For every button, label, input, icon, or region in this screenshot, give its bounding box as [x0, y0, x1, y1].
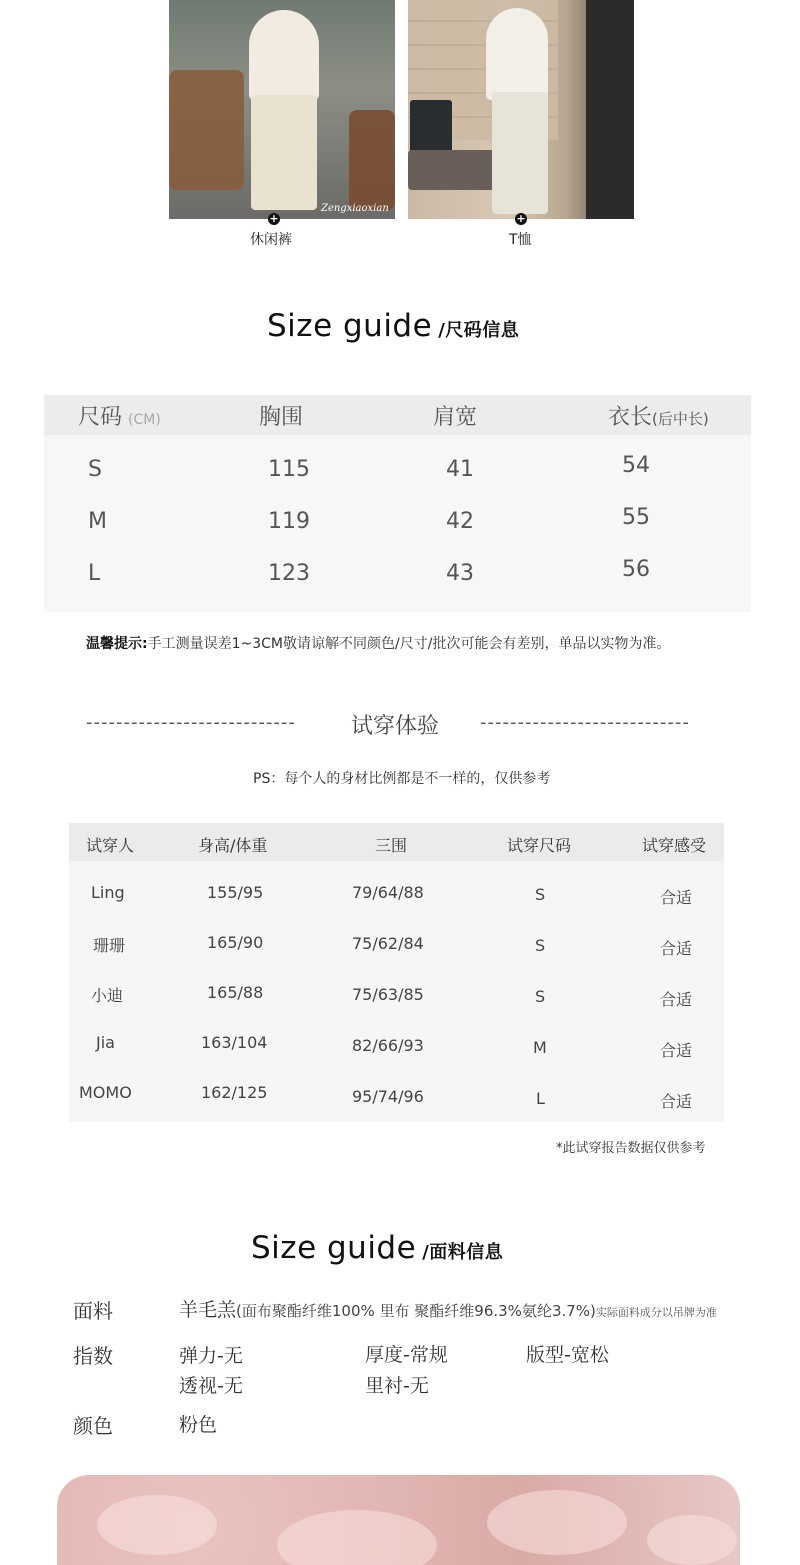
measurements: 75/63/85 [352, 985, 424, 1004]
cafe-chair-right [349, 110, 395, 210]
height-weight: 162/125 [201, 1083, 268, 1102]
header-size [78, 400, 161, 431]
chest-cell: 115 [268, 457, 310, 482]
index-label: 指数 [73, 1344, 113, 1368]
tester-name: MOMO [79, 1083, 132, 1102]
chest-cell: 123 [268, 561, 310, 586]
fur-texture [487, 1490, 627, 1555]
watermark: Zengxiaoxian [321, 203, 389, 214]
fur-texture [647, 1515, 737, 1565]
tester-name: Ling [91, 883, 125, 902]
outfit-photo-pants[interactable] [169, 0, 395, 219]
length-cell: 54 [622, 453, 650, 478]
shoulder-cell: 43 [446, 561, 474, 586]
index-fit: 版型-宽松 [526, 1344, 609, 1366]
outfit-photo-tshirt[interactable] [408, 0, 634, 219]
model-pants [251, 95, 317, 210]
fabric-subtitle: /面料信息 [422, 1242, 504, 1263]
shoulder-cell: 41 [446, 457, 474, 482]
fur-texture [277, 1510, 437, 1565]
material-label: 面料 [73, 1299, 113, 1323]
measurements: 79/64/88 [352, 883, 424, 902]
fur-texture [97, 1495, 217, 1555]
color-value: 粉色 [179, 1414, 218, 1436]
size-cell: M [88, 509, 107, 534]
material-value [179, 1295, 717, 1322]
fitting-ps: PS：每个人的身材比例都是不一样的，仅供参考 [253, 771, 551, 787]
length-cell: 55 [622, 505, 650, 530]
fabric-title-text: Size guide [251, 1230, 417, 1266]
divider-right: ---------------------------- [480, 712, 690, 733]
plus-icon[interactable]: + [269, 212, 279, 225]
plus-icon[interactable]: + [516, 212, 526, 225]
tester-name: 小迪 [91, 986, 124, 1005]
try-size: S [535, 885, 546, 904]
measurement-note [86, 633, 670, 653]
header-length [608, 400, 709, 431]
measurements: 95/74/96 [352, 1087, 424, 1106]
index-elasticity: 弹力-无 [179, 1345, 243, 1367]
feeling: 合适 [660, 939, 693, 958]
tester-name: Jia [96, 1033, 115, 1052]
material-detail: (面布聚酯纤维100% 里布 聚酯纤维96.3%氨纶3.7%) [236, 1302, 596, 1320]
feeling: 合适 [660, 1041, 693, 1060]
header-unit: (CM) [128, 412, 161, 428]
shoulder-cell: 42 [446, 509, 474, 534]
height-weight: 165/90 [207, 933, 264, 952]
model-figure [486, 8, 548, 100]
measurements: 82/66/93 [352, 1036, 424, 1055]
size-guide-title-text: Size guide [267, 308, 433, 344]
height-weight: 163/104 [201, 1033, 268, 1052]
model-figure [249, 10, 319, 100]
feeling: 合适 [660, 888, 693, 907]
try-size: S [535, 936, 546, 955]
size-cell: S [88, 457, 102, 482]
material-name: 羊毛羔 [179, 1299, 237, 1321]
feeling: 合适 [660, 1092, 693, 1111]
model-pants [492, 92, 548, 214]
try-size: M [533, 1038, 547, 1057]
measurements: 75/62/84 [352, 934, 424, 953]
header-length-label: 衣长 [608, 405, 653, 430]
color-label: 颜色 [73, 1414, 113, 1438]
outfit-caption: 休闲裤 [250, 232, 292, 248]
header-size-label: 尺码 [78, 405, 123, 430]
header-tester: 试穿人 [86, 836, 135, 855]
fabric-title [251, 1230, 503, 1266]
note-label: 温馨提示: [86, 636, 148, 652]
feeling: 合适 [660, 990, 693, 1009]
size-guide-title [267, 308, 519, 344]
fabric-swatch-image [57, 1475, 740, 1565]
header-length-note: (后中长) [652, 410, 709, 428]
fitting-table [69, 823, 724, 1122]
index-lining: 里衬-无 [365, 1375, 429, 1397]
fitting-title: 试穿体验 [351, 714, 440, 739]
try-size: S [535, 987, 546, 1006]
height-weight: 155/95 [207, 883, 264, 902]
cafe-chair-left [169, 70, 244, 190]
index-transparency: 透视-无 [179, 1375, 243, 1397]
material-hint: 实际面料成分以吊牌为准 [595, 1306, 717, 1319]
index-thickness: 厚度-常规 [365, 1344, 448, 1366]
size-guide-subtitle: /尺码信息 [438, 320, 520, 341]
length-cell: 56 [622, 557, 650, 582]
header-chest: 胸围 [259, 405, 304, 430]
tester-name: 珊珊 [93, 936, 126, 955]
header-shoulder: 肩宽 [433, 405, 478, 430]
header-try-size: 试穿尺码 [507, 836, 572, 855]
note-text: 手工测量误差1~3CM敬请谅解不同颜色/尺寸/批次可能会有差别，单品以实物为准。 [147, 636, 671, 652]
try-size: L [536, 1089, 545, 1108]
divider-left: ---------------------------- [86, 712, 296, 733]
door-frame [586, 0, 634, 219]
header-feeling: 试穿感受 [642, 836, 707, 855]
header-measurements: 三围 [375, 836, 408, 855]
outfit-caption: T恤 [509, 232, 532, 248]
size-cell: L [88, 561, 101, 586]
header-height-weight: 身高/体重 [198, 836, 268, 855]
height-weight: 165/88 [207, 983, 264, 1002]
chest-cell: 119 [268, 509, 310, 534]
fitting-footnote: *此试穿报告数据仅供参考 [556, 1141, 706, 1156]
